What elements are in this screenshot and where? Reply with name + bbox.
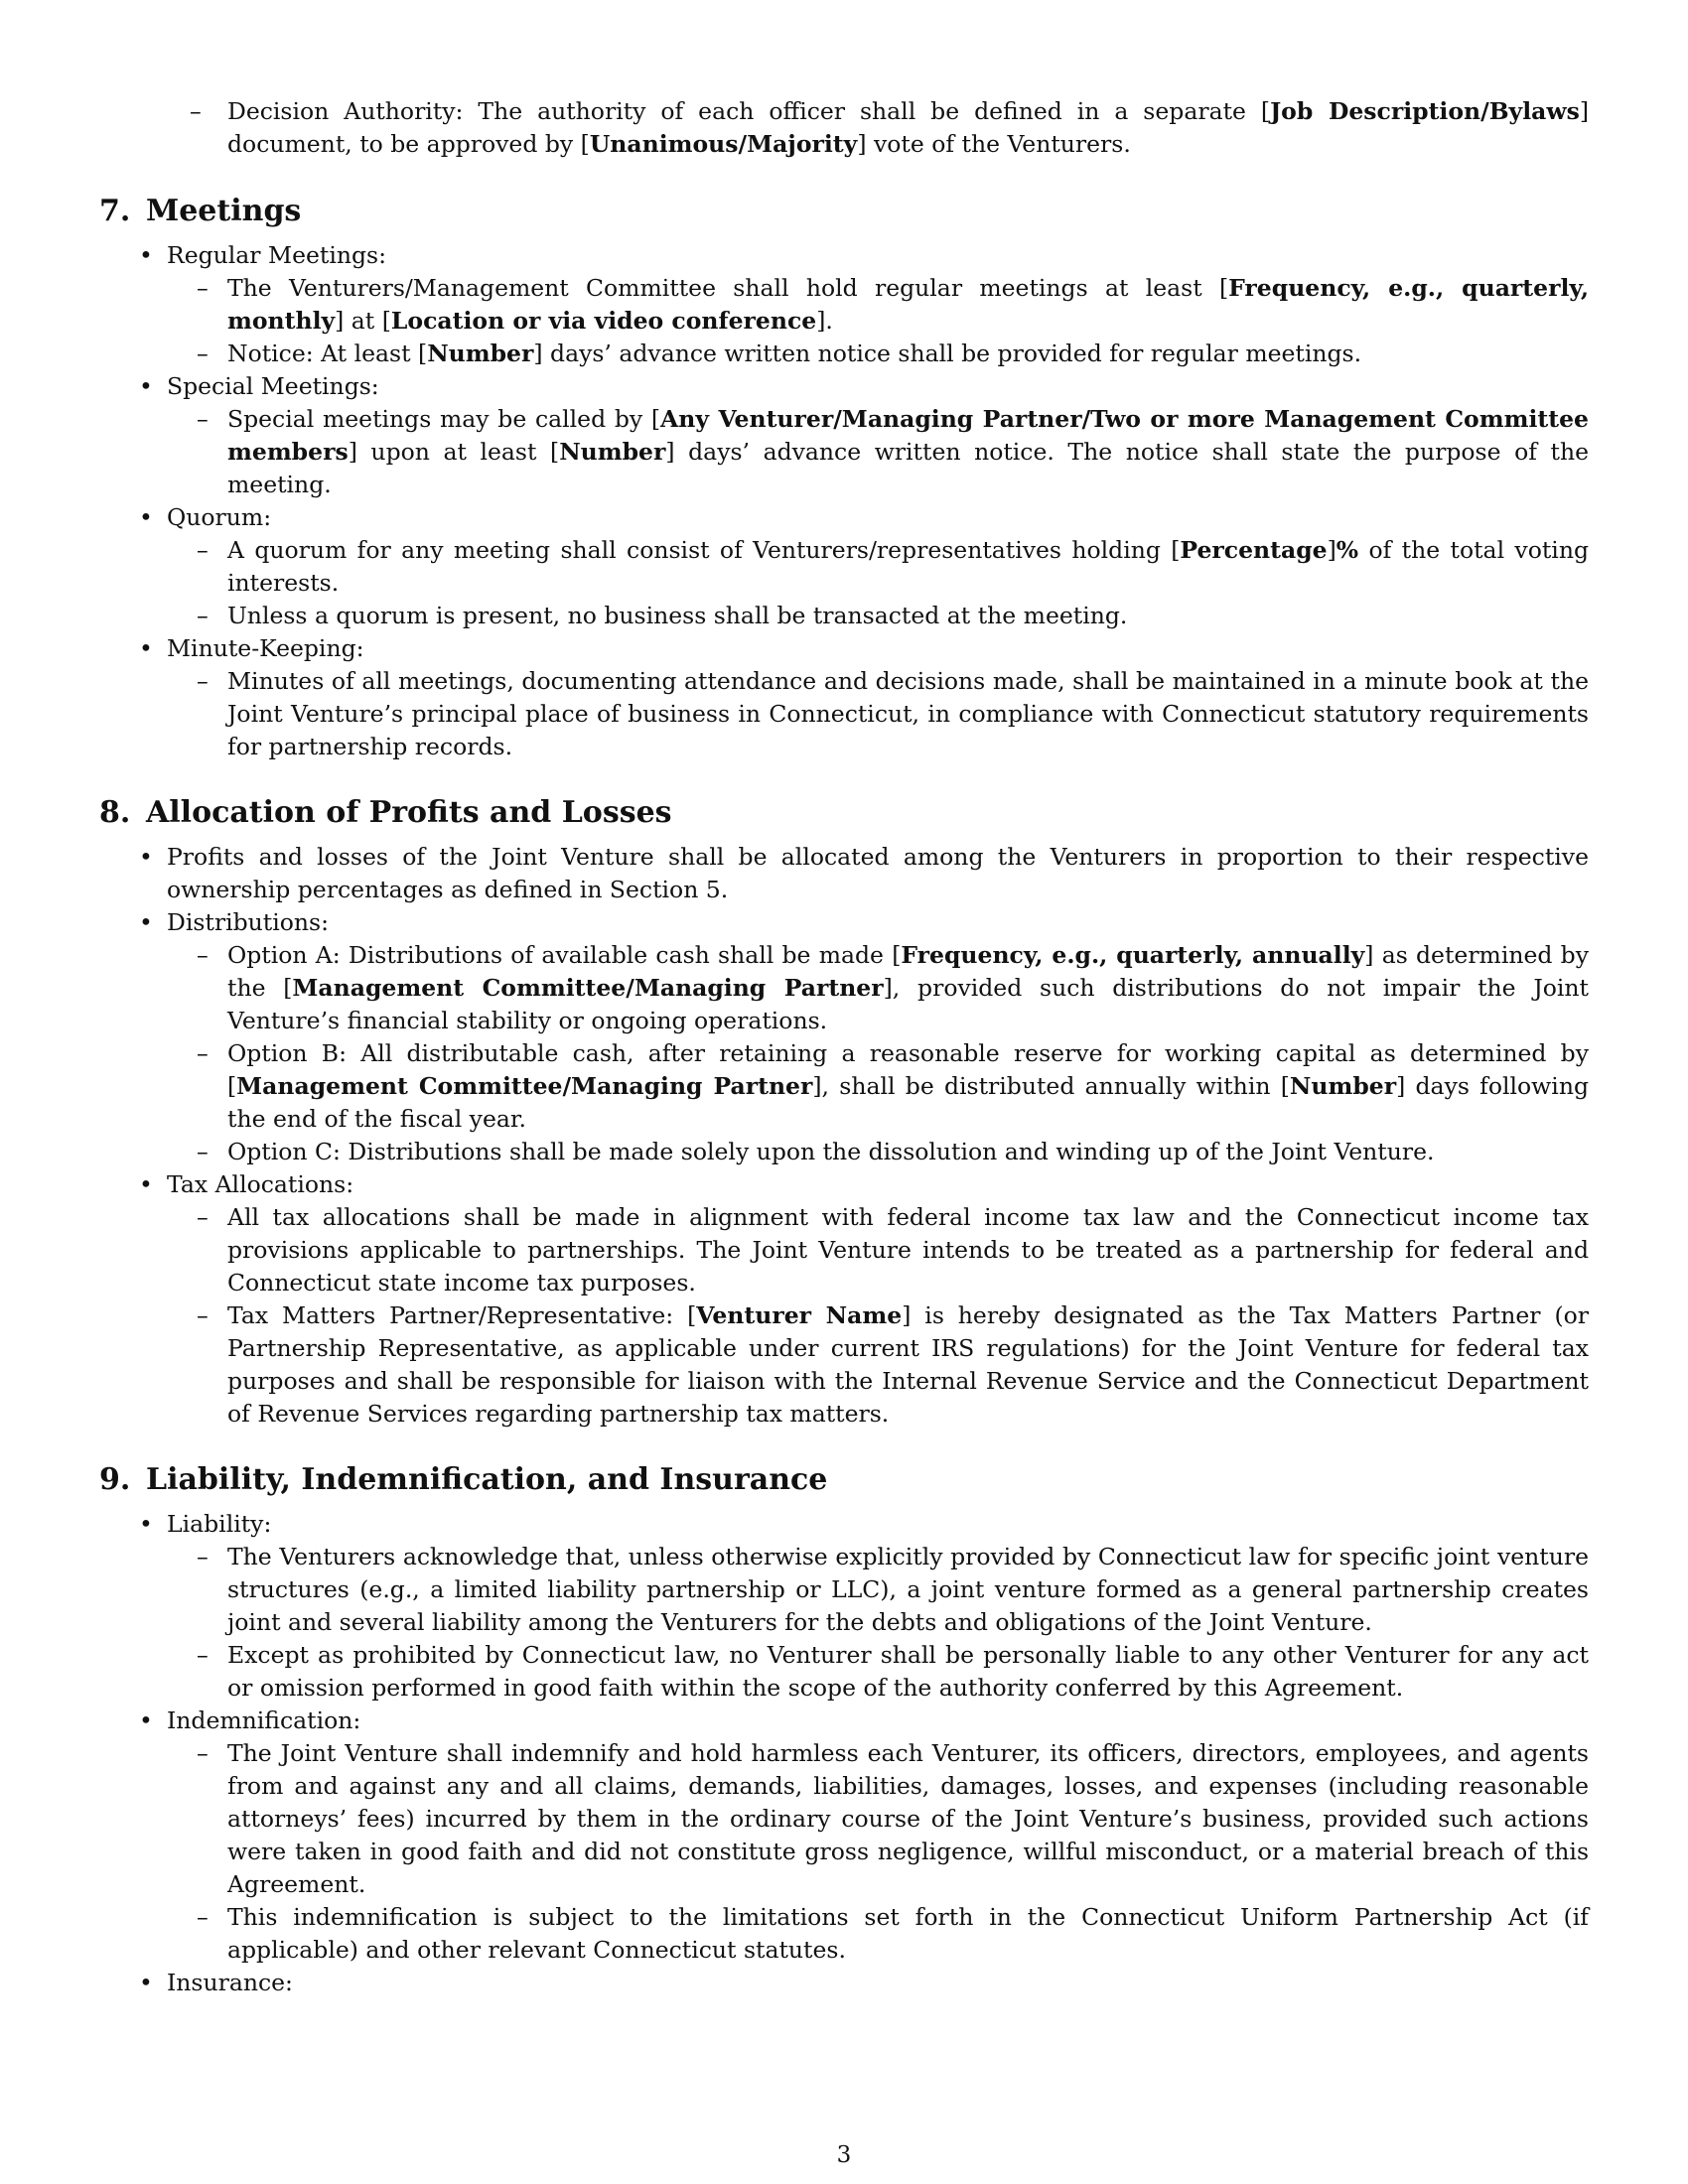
page-number: 3 (836, 2142, 852, 2168)
document-page (99, 95, 1589, 1999)
tax-allocations-bullet: • Tax Allocations: – All tax allocations shall be made in alignment with federal income tax law and the Connecticut income tax provisions applicable to partnerships. The Joint Venture intends to be treated as a partnership for federal and Connecticut state income tax purposes. – Tax Matters Partner/Representative: [Venturer Name] is hereby designated as the Tax Matters Partner (or Partnership Representative, as applicable under current IRS regulations) for the Joint Venture for federal tax purposes and shall be responsible for liaison with the Internal Revenue Service and the Connecticut Department of Revenue Services regarding partnership tax matters. (99, 1168, 1589, 1431)
decision-authority-item: – Decision Authority: The authority of each officer shall be defined in a separate [Job Description/Bylaws] document, to be approved by [Unanimous/Majority] vote of the Venturers. (99, 95, 1589, 161)
indemnification-bullet: • Indemnification: – The Joint Venture shall indemnify and hold harmless each Venturer, its officers, directors, employees, and agents from and against any and all claims, demands, liabilities, damages, losses, and expenses (including reasonable attorneys’ fees) incurred by them in the ordinary course of the Joint Venture’s business, provided such actions were taken in good faith and did not constitute gross negligence, willful misconduct, or a material breach of this Agreement. – This indemnification is subject to the limitations set forth in the Connecticut Uniform Partnership Act (if applicable) and other relevant Connecticut statutes. (99, 1705, 1589, 1967)
section-7-list (99, 239, 1589, 763)
section-7-heading: 7. Meetings (99, 194, 302, 228)
indemnify-item: – The Joint Venture shall indemnify and hold harmless each Venturer, its officers, directors, employees, and agents from and against any and all claims, demands, liabilities, damages, losses, and expenses (including reasonable attorneys’ fees) incurred by them in the ordinary course of the Joint Venture’s business, provided such actions were taken in good faith and did not constitute gross negligence, willful misconduct, or a material breach of this Agreement. (167, 1737, 1589, 1901)
minute-keeping-item: – Minutes of all meetings, documenting attendance and decisions made, shall be maintained in a minute book at the Joint Venture’s principal place of business in Connecticut, in compliance with Connecticut statutory requirements for partnership records. (167, 665, 1589, 763)
section-8-list (99, 841, 1589, 1431)
option-a-item: – Option A: Distributions of available cash shall be made [Frequency, e.g., quarterly, annually] as determined by the [Management Committee/Managing Partner], provided such distributions do not impair the Joint Venture’s financial stability or ongoing operations. (167, 939, 1589, 1037)
continued-list (99, 95, 1589, 161)
liability-bullet: • Liability: – The Venturers acknowledge that, unless otherwise explicitly provided by Connecticut law for specific joint venture structures (e.g., a limited liability partnership or LLC), a joint venture formed as a general partnership creates joint and several liability among the Venturers for the debts and obligations of the Joint Venture. – Except as prohibited by Connecticut law, no Venturer shall be personally liable to any other Venturer for any act or omission performed in good faith within the scope of the authority conferred by this Agreement. (99, 1508, 1589, 1705)
quorum-item: – A quorum for any meeting shall consist of Venturers/representatives holding [Percentage]% of the total voting interests. (167, 534, 1589, 600)
regular-meetings-bullet: • Regular Meetings: – The Venturers/Management Committee shall hold regular meetings at least [Frequency, e.g., quarterly, monthly] at [Location or via video conference]. – Notice: At least [Number] days’ advance written notice shall be provided for regular meetings. (99, 239, 1589, 370)
insurance-bullet: • Insurance: (99, 1967, 1589, 1999)
special-meetings-bullet: • Special Meetings: – Special meetings may be called by [Any Venturer/Managing Partner/Two or more Management Committee members] upon at least [Number] days’ advance written notice. The notice shall state the purpose of the meeting. (99, 370, 1589, 501)
quorum-required-item: – Unless a quorum is present, no business shall be transacted at the meeting. (167, 600, 1589, 632)
tax-matters-partner-item: – Tax Matters Partner/Representative: [Venturer Name] is hereby designated as the Tax Matters Partner (or Partnership Representative, as applicable under current IRS regulations) for the Joint Venture for federal tax purposes and shall be responsible for liaison with the Internal Revenue Service and the Connecticut Department of Revenue Services regarding partnership tax matters. (167, 1299, 1589, 1431)
section-9-heading-wrap (99, 1460, 1589, 1500)
indemnification-limits-item: – This indemnification is subject to the limitations set forth in the Connecticut Uniform Partnership Act (if applicable) and other relevant Connecticut statutes. (167, 1901, 1589, 1967)
distributions-bullet: • Distributions: – Option A: Distributions of available cash shall be made [Frequency, e.g., quarterly, annually] as determined by the [Management Committee/Managing Partner], provided such distributions do not impair the Joint Venture’s financial stability or ongoing operations. – Option B: All distributable cash, after retaining a reasonable reserve for working capital as determined by [Management Committee/Managing Partner], shall be distributed annually within [Number] days following the end of the fiscal year. – Option C: Distributions shall be made solely upon the dissolution and winding up of the Joint Venture. (99, 906, 1589, 1168)
special-meetings-item: – Special meetings may be called by [Any Venturer/Managing Partner/Two or more Management Committee members] upon at least [Number] days’ advance written notice. The notice shall state the purpose of the meeting. (167, 403, 1589, 501)
regular-meetings-item: – The Venturers/Management Committee shall hold regular meetings at least [Frequency, e.g., quarterly, monthly] at [Location or via video conference]. (167, 272, 1589, 338)
option-b-item: – Option B: All distributable cash, after retaining a reasonable reserve for working capital as determined by [Management Committee/Managing Partner], shall be distributed annually within [Number] days following the end of the fiscal year. (167, 1037, 1589, 1136)
section-7-heading-wrap (99, 192, 1589, 231)
quorum-bullet: • Quorum: – A quorum for any meeting shall consist of Venturers/representatives holding [Percentage]% of the total voting interests. – Unless a quorum is present, no business shall be transacted at the meeting. (99, 501, 1589, 632)
continued-bullet (99, 95, 1589, 161)
section-8-heading: 8. Allocation of Profits and Losses (99, 795, 672, 830)
section-9-heading: 9. Liability, Indemnification, and Insurance (99, 1462, 828, 1497)
minute-keeping-bullet: • Minute-Keeping: – Minutes of all meetings, documenting attendance and decisions made, shall be maintained in a minute book at the Joint Venture’s principal place of business in Connecticut, in compliance with Connecticut statutory requirements for partnership records. (99, 632, 1589, 763)
section-8-heading-wrap (99, 793, 1589, 833)
section-9-list (99, 1508, 1589, 1999)
tax-law-item: – All tax allocations shall be made in alignment with federal income tax law and the Connecticut income tax provisions applicable to partnerships. The Joint Venture intends to be treated as a partnership for federal and Connecticut state income tax purposes. (167, 1201, 1589, 1299)
option-c-item: – Option C: Distributions shall be made solely upon the dissolution and winding up of the Joint Venture. (167, 1136, 1589, 1168)
personal-liability-item: – Except as prohibited by Connecticut law, no Venturer shall be personally liable to any other Venturer for any act or omission performed in good faith within the scope of the authority conferred by this Agreement. (167, 1639, 1589, 1705)
joint-liability-item: – The Venturers acknowledge that, unless otherwise explicitly provided by Connecticut law for specific joint venture structures (e.g., a limited liability partnership or LLC), a joint venture formed as a general partnership creates joint and several liability among the Venturers for the debts and obligations of the Joint Venture. (167, 1541, 1589, 1639)
notice-item: – Notice: At least [Number] days’ advance written notice shall be provided for regular meetings. (167, 338, 1589, 370)
profits-losses-bullet: • Profits and losses of the Joint Venture shall be allocated among the Venturers in proportion to their respective ownership percentages as defined in Section 5. (99, 841, 1589, 906)
